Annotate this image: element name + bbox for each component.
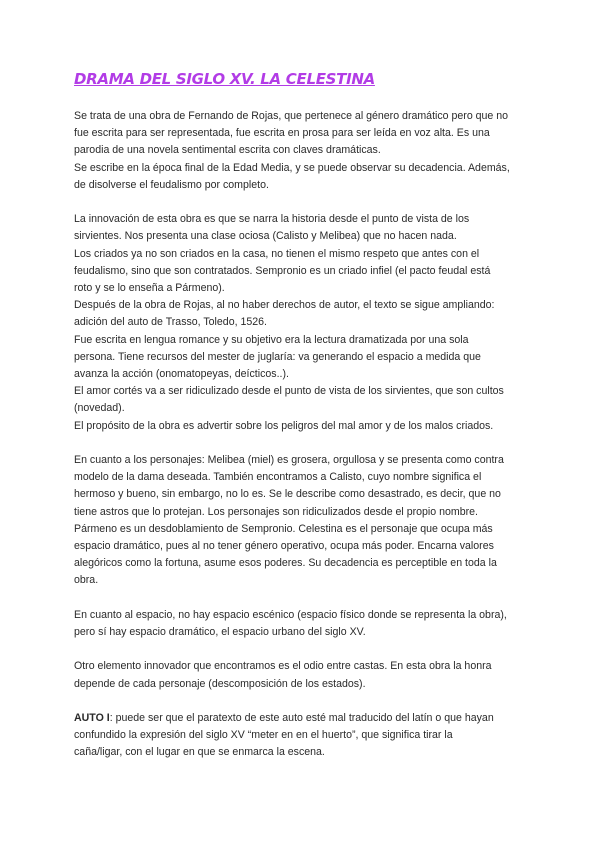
text-line: En cuanto a los personajes: Melibea (miel) es grosera, orgullosa y se presenta como contra	[74, 454, 504, 467]
auto-paragraph	[74, 710, 534, 762]
text-line: depende de cada personaje (descomposición de los estados).	[74, 677, 366, 690]
document-title: DRAMA DEL SIGLO XV. LA CELESTINA	[74, 70, 375, 88]
paragraph	[74, 108, 534, 194]
text-line: feudalismo, sino que son contratados. Sempronio es un criado infiel (el pacto feudal está	[74, 264, 491, 277]
text-line: adición del auto de Trasso, Toledo, 1526.	[74, 316, 267, 329]
text-line: obra.	[74, 574, 99, 587]
text-line: parodia de una novela sentimental escrita con claves dramáticas.	[74, 144, 381, 157]
text-line: persona. Tiene recursos del mester de juglaría: va generando el espacio a medida que	[74, 350, 481, 363]
text-line: La innovación de esta obra es que se narra la historia desde el punto de vista de los	[74, 213, 470, 226]
text-line: Otro elemento innovador que encontramos es el odio entre castas. En esta obra la honra	[74, 660, 492, 673]
text-line: confundido la expresión del siglo XV “meter en en el huerto”, que significa tirar la	[74, 729, 453, 742]
text-line: caña/ligar, con el lugar en que se enmarca la escena.	[74, 746, 325, 759]
text-line: El propósito de la obra es advertir sobre los peligros del mal amor y de los malos criados.	[74, 419, 494, 432]
text-line: (novedad).	[74, 402, 125, 415]
text-line: alegóricos como la fortuna, asume esos poderes. Su decadencia es perceptible en toda la	[74, 557, 497, 570]
paragraph	[74, 452, 534, 590]
text-line: En cuanto al espacio, no hay espacio escénico (espacio físico donde se representa la obra),	[74, 608, 507, 621]
text-line: Después de la obra de Rojas, al no haber derechos de autor, el texto se sigue ampliando:	[74, 299, 495, 312]
text-line: El amor cortés va a ser ridiculizado desde el punto de vista de los sirvientes, que son cultos	[74, 385, 504, 398]
text-line: Se escribe en la época final de la Edad Media, y se puede observar su decadencia. Además,	[74, 161, 510, 174]
paragraph	[74, 658, 534, 692]
paragraph	[74, 211, 534, 435]
text-line: espacio dramático, pues al no tener género operativo, ocupa más poder. Encarna valores	[74, 540, 494, 553]
text-line: hermoso y bueno, sin embargo, no lo es. Se le describe como desastrado, es decir, que no	[74, 488, 501, 501]
paragraph	[74, 607, 534, 641]
text-line	[74, 710, 534, 727]
text-line: sirvientes. Nos presenta una clase ociosa (Calisto y Melibea) que no hacen nada.	[74, 230, 457, 243]
text-line: Los criados ya no son criados en la casa, no tienen el mismo respeto que antes con el	[74, 247, 480, 260]
document-body	[74, 108, 534, 779]
auto-label: AUTO I	[74, 712, 110, 725]
text-line: pero sí hay espacio dramático, el espacio urbano del siglo XV.	[74, 626, 366, 639]
text-line: Pármeno es un desdoblamiento de Sempronio. Celestina es el personaje que ocupa más	[74, 522, 493, 535]
text-line: Fue escrita en lengua romance y su objetivo era la lectura dramatizada por una sola	[74, 333, 469, 346]
text-line: tiene astros que lo protejan. Los personajes son ridiculizados desde el propio nombre.	[74, 505, 478, 518]
text-line: modelo de la dama deseada. También encontramos a Calisto, cuyo nombre significa el	[74, 471, 482, 484]
text-line: roto y se lo enseña a Pármeno).	[74, 282, 225, 295]
auto-text: : puede ser que el paratexto de este auto esté mal traducido del latín o que hayan	[109, 712, 494, 725]
text-line: Se trata de una obra de Fernando de Rojas, que pertenece al género dramático pero que no	[74, 110, 509, 122]
text-line: de disolverse el feudalismo por completo.	[74, 178, 269, 191]
text-line: fue escrita para ser representada, fue escrita en prosa para ser leída en voz alta. Es una	[74, 127, 490, 140]
text-line: avanza la acción (onomatopeyas, deícticos..).	[74, 368, 289, 381]
